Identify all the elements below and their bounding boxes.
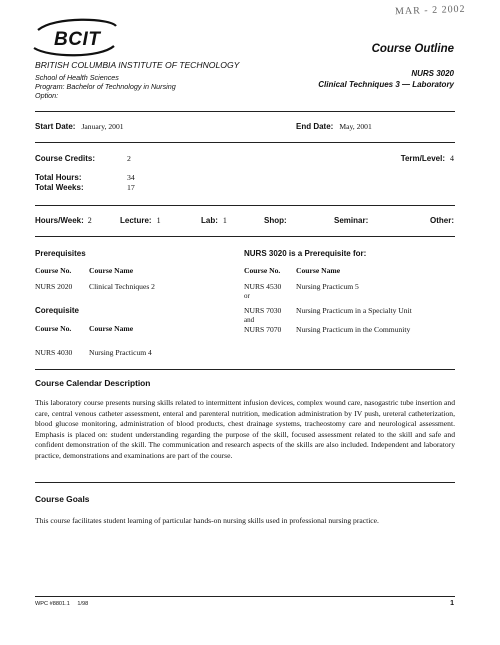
course-title: Clinical Techniques 3 — Laboratory	[318, 80, 454, 89]
term-value: 4	[450, 154, 454, 163]
start-date	[35, 122, 124, 131]
lab-value: 1	[222, 216, 227, 225]
total-hours-label: Total Hours:	[35, 173, 82, 182]
shop-label: Shop:	[264, 216, 287, 225]
lecture-value: 1	[156, 216, 161, 225]
prereq-for-connector: and	[244, 316, 255, 324]
prereq-for-row-no: NURS 7070	[244, 325, 282, 334]
goals-heading: Course Goals	[35, 494, 90, 504]
prereq-for-row-no: NURS 4530	[244, 282, 282, 291]
prereq-row-no: NURS 2020	[35, 282, 73, 291]
coreq-row-no: NURS 4030	[35, 348, 73, 357]
goals-text: This course facilitates student learning of particular hands-on nursing skills used in professional nursing practice.	[35, 516, 379, 525]
term-level	[401, 154, 454, 163]
end-date-label: End Date:	[296, 122, 334, 131]
lecture-label: Lecture:	[120, 216, 152, 225]
start-date-label: Start Date:	[35, 122, 76, 131]
calendar-heading: Course Calendar Description	[35, 378, 151, 388]
prereq-for-connector: or	[244, 292, 250, 300]
coreq-col-no: Course No.	[35, 324, 72, 333]
prerequisites-heading: Prerequisites	[35, 249, 86, 258]
doc-title: Course Outline	[371, 43, 454, 55]
lab-hours	[201, 216, 227, 225]
credits-value: 2	[127, 154, 131, 163]
credits-label: Course Credits:	[35, 154, 96, 163]
logo-text: BCIT	[54, 29, 101, 50]
prereq-row-name: Clinical Techniques 2	[89, 282, 155, 291]
footer-divider	[35, 596, 455, 597]
term-label: Term/Level:	[400, 154, 445, 163]
prereq-for-row-name: Nursing Practicum in a Specialty Unit	[296, 306, 412, 315]
corequisite-heading: Corequisite	[35, 306, 80, 315]
seminar-label: Seminar:	[334, 216, 369, 225]
prereq-for-row-no: NURS 7030	[244, 306, 282, 315]
footer-revision: 1/98	[77, 601, 89, 607]
header-divider	[35, 111, 455, 112]
prereq-for-row-name: Nursing Practicum in the Community	[296, 325, 411, 334]
calendar-description: This laboratory course presents nursing skills related to intermittent infusion devices, complex wound care, nasogastric tube insertion and care, central venous catheter assessment, enteral and parenteral nutrition, medication administration by IV push, ureteral catheterization, blood glucose monitoring, administration of blood products, chest drainage systems, tracheostomy care and neurological assessment. Emphasis is placed on: student understanding regarding the purpose of the skill, focused assessment related to the skill and safe and confident demonstration of the skill. The communication and research aspects of the skills are also included. Independent and laboratory practice, demonstrations and examinations are part of the course.	[35, 398, 455, 460]
footer-form	[35, 601, 88, 607]
hours-week-label: Hours/Week:	[35, 216, 84, 225]
coreq-col-name: Course Name	[89, 324, 134, 333]
coreq-row-name: Nursing Practicum 4	[89, 348, 152, 357]
hours-divider	[35, 236, 455, 237]
hours-week	[35, 216, 92, 225]
prereq-col-no: Course No.	[35, 266, 72, 275]
lab-label: Lab:	[201, 216, 218, 225]
calendar-divider	[35, 482, 455, 483]
other-label: Other:	[430, 216, 454, 225]
dates-divider	[35, 142, 455, 143]
prereq-for-row-name: Nursing Practicum 5	[296, 282, 359, 291]
received-stamp: MAR - 2 2002	[394, 3, 466, 18]
credits-divider	[35, 205, 455, 206]
lecture-hours	[120, 216, 161, 225]
footer-form-number: WPC #8801.1	[35, 601, 70, 607]
hours-week-value: 2	[87, 216, 92, 225]
total-weeks-value: 17	[127, 183, 135, 192]
bcit-logo	[30, 18, 120, 58]
option-label: Option:	[35, 91, 59, 100]
requisites-divider	[35, 369, 455, 370]
page-number: 1	[450, 600, 454, 607]
total-hours-value: 34	[127, 173, 135, 182]
end-date-value: May, 2001	[339, 122, 372, 131]
program-name: Program: Bachelor of Technology in Nursing	[35, 82, 176, 91]
prereq-for-heading: NURS 3020 is a Prerequisite for:	[244, 249, 367, 258]
start-date-value: January, 2001	[81, 122, 124, 131]
prereq-col-name: Course Name	[89, 266, 134, 275]
total-weeks-label: Total Weeks:	[35, 183, 84, 192]
institute-name: BRITISH COLUMBIA INSTITUTE OF TECHNOLOGY	[35, 60, 240, 70]
end-date	[296, 122, 372, 131]
prereq-for-col-name: Course Name	[296, 266, 341, 275]
prereq-for-col-no: Course No.	[244, 266, 281, 275]
school-name: School of Health Sciences	[35, 73, 119, 82]
course-code: NURS 3020	[411, 69, 454, 78]
